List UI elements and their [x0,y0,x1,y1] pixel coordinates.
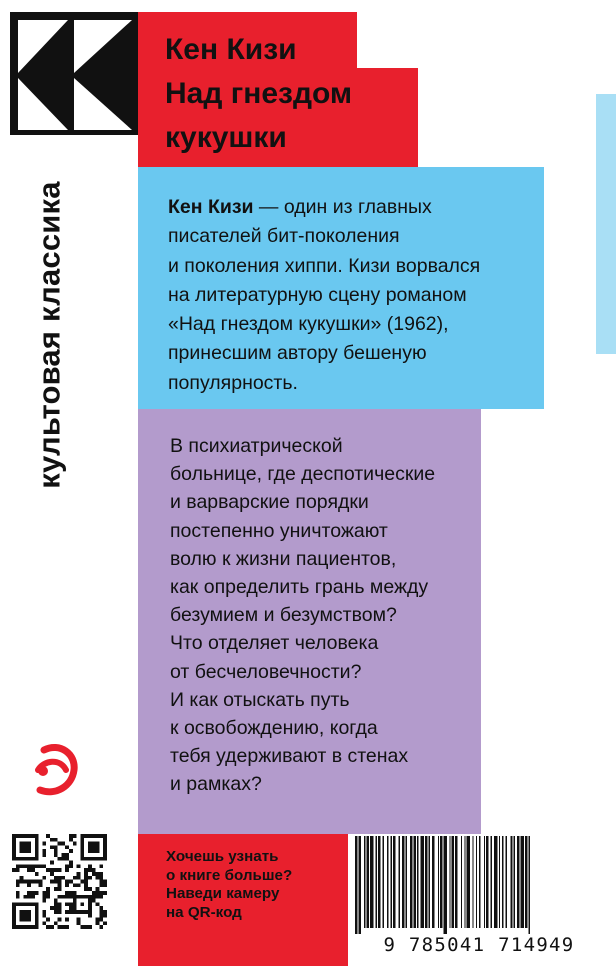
title-line-1: Над гнездом [165,77,353,110]
desc-line: и рамках? [170,773,262,796]
series-label [28,170,72,500]
publisher-logo-icon [30,740,80,800]
qr-line-2: о книге больше? [166,866,293,884]
author-line-5: «Над гнездом кукушки» (1962), [168,313,449,336]
qr-line-4: на QR-код [166,903,242,921]
desc-line: тебя удерживают в стенах [170,745,409,768]
qr-code-icon[interactable] [12,834,107,929]
author-line-7: популярность. [168,371,298,394]
qr-promo-text [166,848,341,922]
barcode-icon [353,836,603,934]
title-author: Кен Кизи [165,33,297,66]
author-blurb [168,193,538,398]
description-text [170,432,490,799]
desc-line: от бесчеловечности? [170,660,362,683]
isbn-number: 9 785041 714949 [383,934,575,956]
desc-line: волю к жизни пациентов, [170,547,397,570]
author-line-4: на литературную сцену романом [168,283,467,306]
series-logo-icon [10,12,138,135]
book-title [165,28,445,160]
desc-line: безумием и безумством? [170,604,397,627]
desc-line: как определить грань между [170,576,429,599]
qr-line-3: Наведи камеру [166,885,280,902]
desc-line: к освобождению, когда [170,717,378,740]
author-line-6: принесшим автору бешеную [168,342,427,365]
title-line-2: кукушки [165,121,287,154]
series-label-text: культовая классика [32,181,67,489]
qr-line-1: Хочешь узнать [166,848,279,865]
author-line-1: — один из главных [253,196,432,218]
desc-line: Что отделяет человека [170,632,379,655]
author-name: Кен Кизи [168,196,254,218]
desc-line: постепенно уничтожают [170,519,388,542]
desc-line: больнице, где деспотические [170,463,436,486]
desc-line: и варварские порядки [170,491,369,514]
author-line-3: и поколения хиппи. Кизи ворвался [168,254,481,277]
decorative-edge [596,94,616,354]
desc-line: В психиатрической [170,435,343,457]
author-line-2: писателей бит-поколения [168,225,400,248]
desc-line: И как отыскать путь [170,688,350,711]
